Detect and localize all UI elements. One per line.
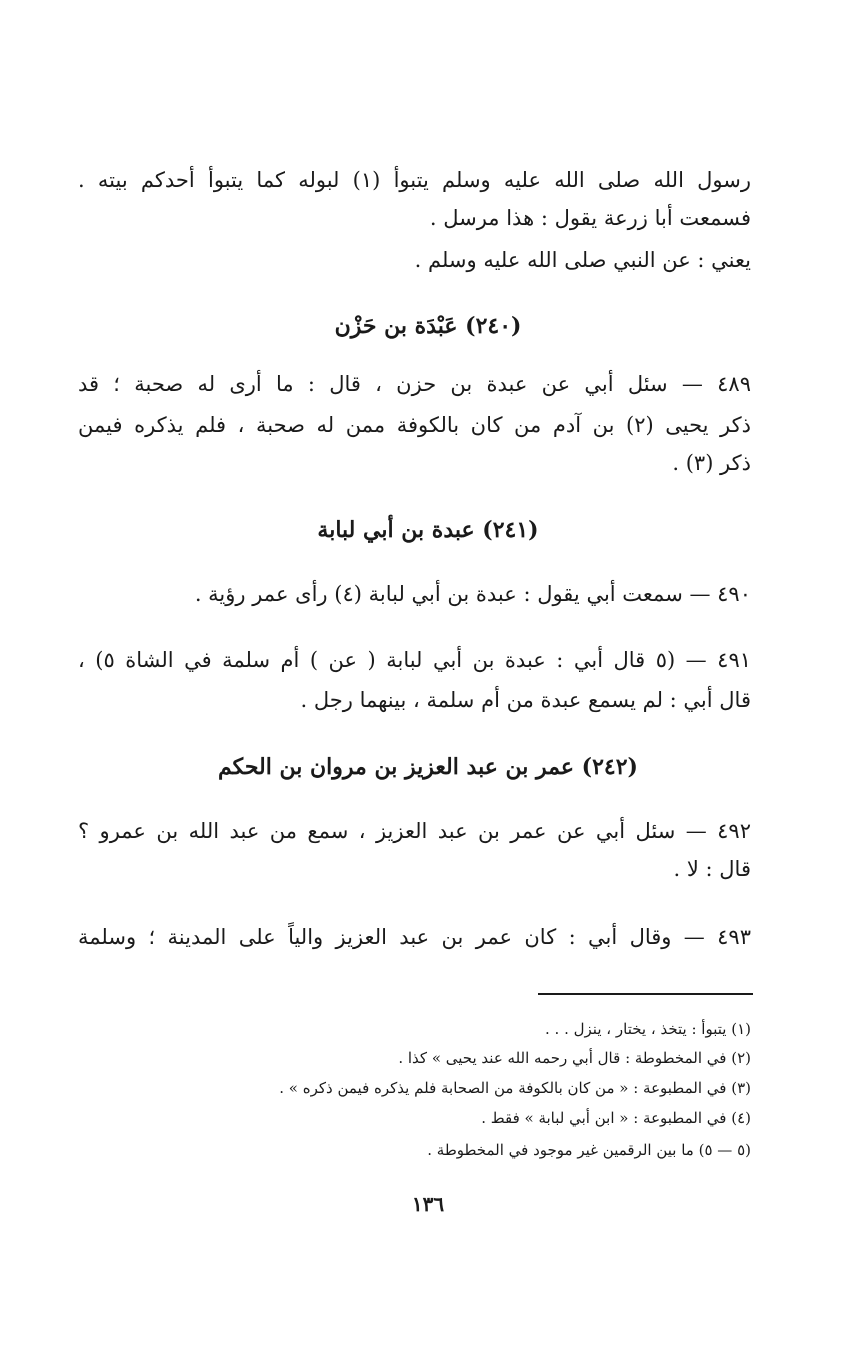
entry-493-line-1: ٤٩٣ — وقال أبي : كان عمر بن عبد العزيز والياً على المدينة ؛ وسلمة — [78, 925, 751, 949]
page-number: ١٣٦ — [411, 1192, 445, 1216]
intro-line-3: يعني : عن النبي صلى الله عليه وسلم . — [414, 248, 751, 272]
footnote-2: (٢) في المخطوطة : قال أبي رحمه الله عند يحيى » كذا . — [398, 1049, 751, 1067]
intro-line-1: رسول الله صلى الله عليه وسلم يتبوأ (١) لبوله كما يتبوأ أحدكم بيته . — [78, 168, 751, 192]
entry-490-line-1: ٤٩٠ — سمعت أبي يقول : عبدة بن أبي لبابة (٤) رأى عمر رؤية . — [194, 582, 751, 606]
intro-line-2: فسمعت أبا زرعة يقول : هذا مرسل . — [429, 206, 751, 230]
section-heading-240: (٢٤٠) عَبْدَة بن حَزْن — [334, 313, 522, 339]
entry-491-line-1: ٤٩١ — (٥ قال أبي : عبدة بن أبي لبابة ( عن ) أم سلمة في الشاة ٥) ، — [78, 648, 752, 672]
section-heading-241: (٢٤١) عبدة بن أبي لبابة — [317, 517, 539, 543]
entry-491-line-2: قال أبي : لم يسمع عبدة من أم سلمة ، بينهما رجل . — [300, 688, 751, 712]
entry-489-line-1: ٤٨٩ — سئل أبي عن عبدة بن حزن ، قال : ما أرى له صحبة ؛ قد — [78, 372, 751, 396]
footnote-separator — [538, 993, 753, 995]
footnote-3: (٣) في المطبوعة : « من كان بالكوفة من الصحابة فلم يذكره فيمن ذكره » . — [279, 1079, 751, 1097]
footnote-1: (١) يتبوأ : يتخذ ، يختار ، ينزل . . . — [545, 1020, 751, 1038]
footnote-5: (٥ — ٥) ما بين الرقمين غير موجود في المخطوطة . — [427, 1141, 751, 1159]
footnote-4: (٤) في المطبوعة : « ابن أبي لبابة » فقط . — [481, 1109, 751, 1127]
entry-492-line-1: ٤٩٢ — سئل أبي عن عمر بن عبد العزيز ، سمع من عبد الله بن عمرو ؟ — [78, 819, 751, 843]
entry-489-line-2: ذكر يحيى (٢) بن آدم من كان بالكوفة ممن له صحبة ، فلم يذكره فيمن — [78, 413, 751, 437]
entry-492-line-2: قال : لا . — [673, 857, 751, 881]
section-heading-242: (٢٤٢) عمر بن عبد العزيز بن مروان بن الحكم — [218, 754, 638, 780]
entry-489-line-3: ذكر (٣) . — [672, 451, 751, 475]
